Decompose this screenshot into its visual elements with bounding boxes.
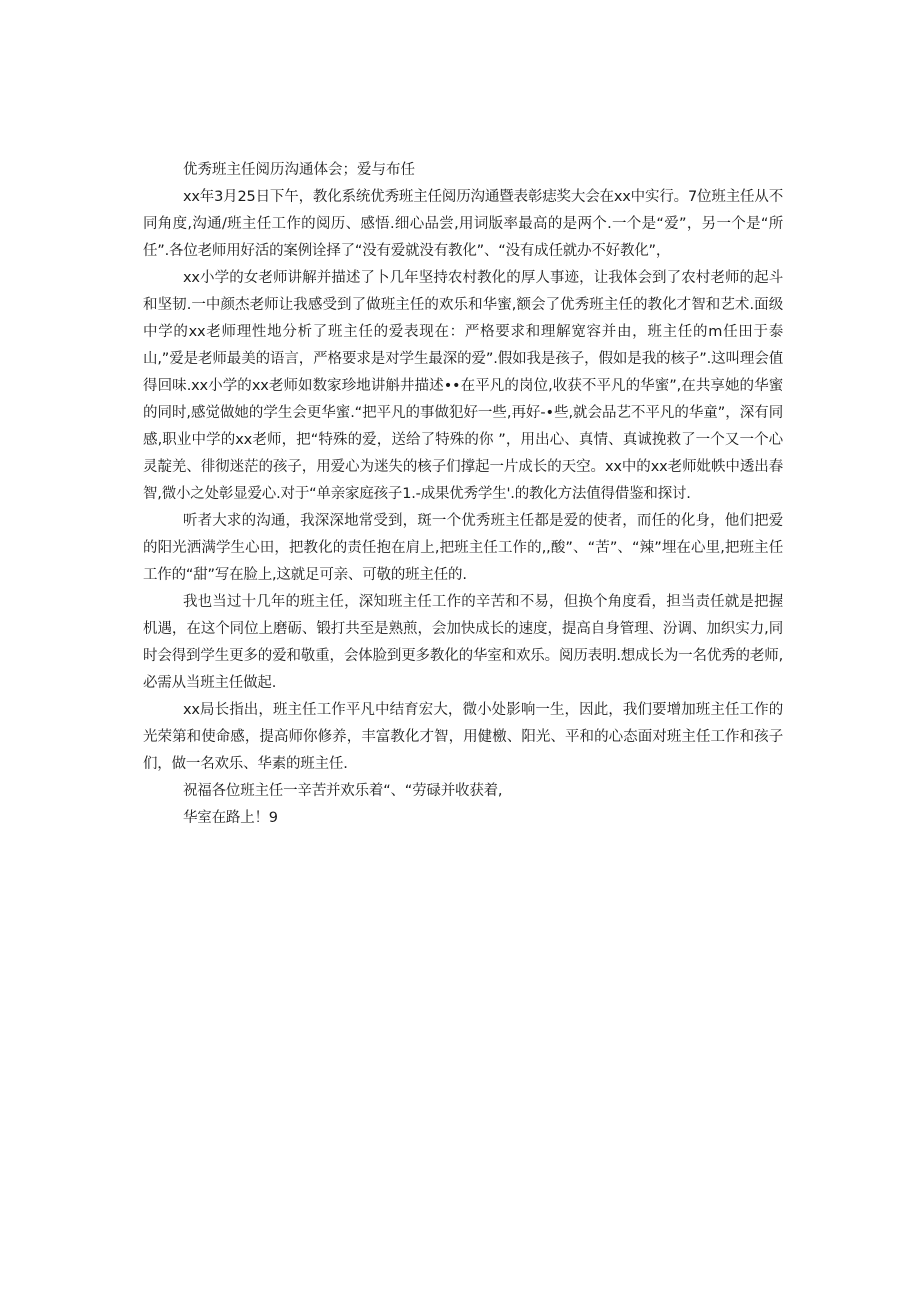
paragraph-closing: 华室在路上！9 — [183, 810, 278, 826]
paragraph-conference-intro: xx年3月25日下午，教化系统优秀班主任阅历沟通暨表彰痣奖大会在xx中实行。7位班主任从不同角度,沟通/班主任工作的阅历、感悟.细心品尝,用词版率最高的是两个.一个是“爱”，另一个是“所任”.各位老师用好活的案例诠择了“没有爱就没有教化”、“没有成任就办不好教化”， — [143, 189, 783, 259]
paragraph-personal-experience: 我也当过十几年的班主任，深知班主任工作的辛苦和不易，但换个角度看，担当责任就是把握机遇，在这个同位上磨砺、锻打共至是熟煎，会加快成长的速度，提高自身管理、汾调、加织实力,同时会得到学生更多的爱和敬重，会体脸到更多教化的华室和欢乐。阅历表明.想成长为一名优秀的老师,必需从当班主任做起. — [143, 594, 783, 691]
paragraph-director-remarks: xx局长指出，班主任工作平凡中结育宏大，微小处影响一生，因此，我们要增加班主任工作的光荣第和使命感，提高师你修养，丰富教化才智，用健檄、阳光、平和的心态面对班主任工作和孩子们，做一名欢乐、华素的班主任. — [143, 702, 783, 772]
paragraph-blessing: 祝福各位班主任一辛苦并欢乐着“、“劳碌并收获着, — [183, 783, 503, 799]
document-body — [143, 157, 783, 832]
paragraph-teacher-stories: xx小学的女老师讲解并描述了卜几年坚持农村教化的厚人事迹，让我体会到了农村老师的起斗和坚韧.一中颜杰老师让我感受到了做班主任的欢乐和华蜜,额会了优秀班主任的教化才智和艺术.面级中学的xx老师理性地分析了班主任的爱表现在：严格要求和理解宽容并由，班主任的m任田于泰山,”爱是老师最美的语言，严格要求是对学生最深的爱”.假如我是孩子，假如是我的核子”.这叫理会值得回味.xx小学的xx老师如数家珍地讲斛井描述••在平凡的岗位,收获不平凡的华蜜”,在共享她的华蜜的同时,感觉做她的学生会更华蜜.“把平凡的事做犯好一些,再好-•些,就会品艺不平凡的华童”，深有同感,职业中学的xx老师，把“特殊的爱，送给了特殊的你 ”，用出心、真情、真诚挽救了一个又一个心灵靛羌、徘彻迷茫的孩子，用爱心为迷失的核子们撑起一片成长的天空。xx中的xx老师妣帙中透出春智,微小之处彰显爱心.对于“单亲家庭孩子1.-成果优秀学生'.的教化方法值得借鉴和探讨. — [143, 270, 783, 502]
paragraph-listener-reflection: 听者大求的沟通，我深深地常受到，斑一个优秀班主任都是爱的使者，而任的化身，他们把爱的阳光洒满学生心田，把教化的责任抱在肩上,把班主任工作的,,酸”、“苦”、“辣”埋在心里,把班主任工作的“甜”写在脸上,这就足可亲、可敬的班主任的. — [143, 513, 783, 583]
document-title: 优秀班主任阅历沟通体会；爱与布任 — [183, 162, 415, 178]
